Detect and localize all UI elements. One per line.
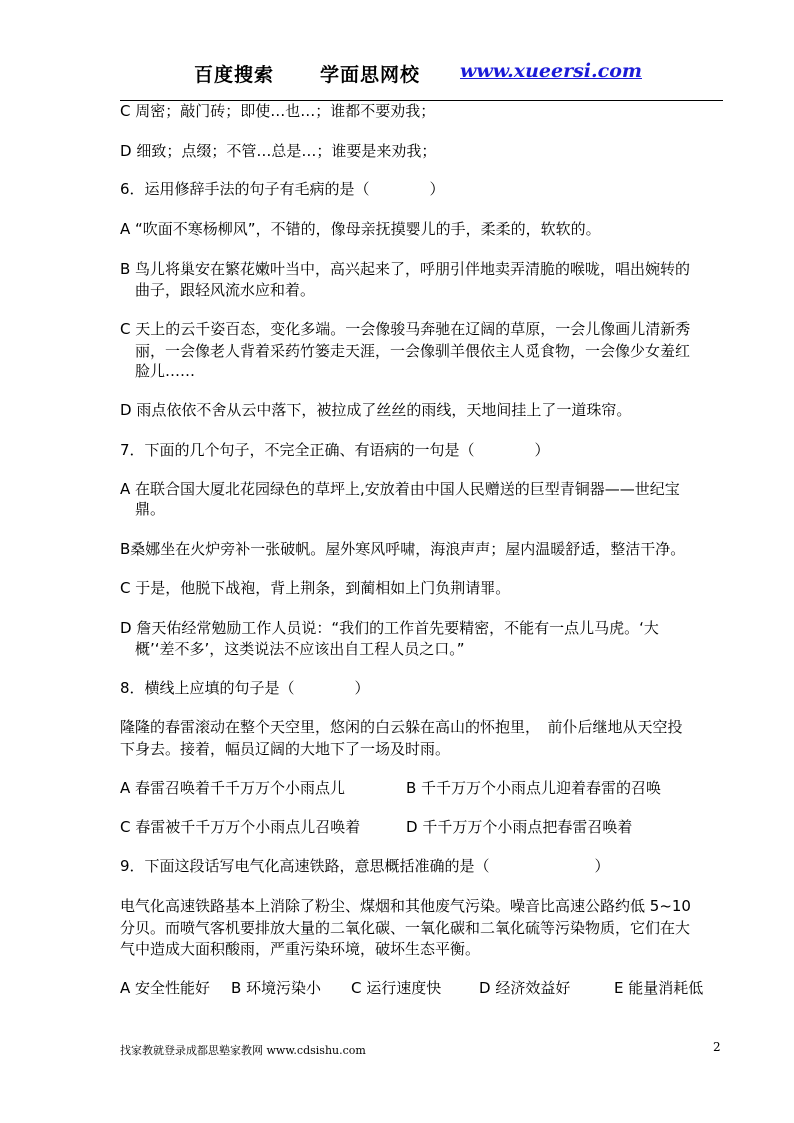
q6-option-b-line2: 曲子，跟轻风流水应和着。 <box>135 281 316 299</box>
q9-passage-line3: 气中造成大面积酸雨，严重污染环境，破坏生态平衡。 <box>120 940 481 958</box>
q7-option-a-line2: 鼎。 <box>135 500 166 518</box>
header-baidu-search: 百度搜索 <box>194 64 275 86</box>
q9-option-d: D 经济效益好 <box>479 979 571 997</box>
q8-stem: 8．横线上应填的句子是（ ） <box>120 679 370 697</box>
q9-option-e: E 能量消耗低 <box>614 979 704 997</box>
q7-option-b: B桑娜坐在火炉旁补一张破帆。屋外寒风呼啸，海浪声声；屋内温暖舒适，整洁干净。 <box>120 540 686 558</box>
q7-option-c: C 于是，他脱下战袍，背上荆条，到蔺相如上门负荆请罪。 <box>120 579 511 597</box>
q6-option-c-line1: C 天上的云千姿百态，变化多端。一会像骏马奔驰在辽阔的草原，一会儿像画儿清新秀 <box>120 320 691 338</box>
q6-option-c-line2: 丽，一会像老人背着采药竹篓走天涯，一会像驯羊偎依主人觅食物，一会像少女羞红 <box>135 342 691 360</box>
q6-option-c-line3: 脸儿…… <box>135 362 196 380</box>
q9-passage-line2: 分贝。而喷气客机要排放大量的二氧化碳、一氧化碳和二氧化硫等污染物质，它们在大 <box>120 919 691 937</box>
q7-option-d-line1: D 詹天佑经常勉励工作人员说：“我们的工作首先要精密，不能有一点儿马虎。‘大 <box>120 619 659 637</box>
q9-option-a: A 安全性能好 <box>120 979 211 997</box>
q6-option-d: D 雨点依依不舍从云中落下，被拉成了丝丝的雨线，天地间挂上了一道珠帘。 <box>120 401 632 419</box>
q7-stem: 7．下面的几个句子，不完全正确、有语病的一句是（ ） <box>120 441 550 459</box>
q5-option-d: D 细致；点缀；不管…总是…；谁要是来劝我； <box>120 142 437 160</box>
q8-option-c: C 春雷被千千万万个小雨点儿召唤着 <box>120 818 361 836</box>
q6-option-b-line1: B 鸟儿将巢安在繁花嫩叶当中，高兴起来了，呼朋引伴地卖弄清脆的喉咙，唱出婉转的 <box>120 260 691 278</box>
header-school-name: 学面思网校 <box>320 64 421 86</box>
q7-option-d-line2: 概’‘差不多’，这类说法不应该出自工程人员之口。” <box>135 640 465 658</box>
page-footer: 找家教就登录成都思塾家教网 www.cdsishu.com <box>120 1044 366 1057</box>
q8-option-b: B 千千万万个小雨点儿迎着春雷的召唤 <box>406 779 662 797</box>
page-number: 2 <box>713 1040 721 1054</box>
q6-option-a: A “吹面不寒杨柳风”，不错的，像母亲抚摸婴儿的手，柔柔的，软软的。 <box>120 220 601 238</box>
q8-option-d: D 千千万万个小雨点把春雷召唤着 <box>406 818 633 836</box>
q7-option-a-line1: A 在联合国大厦北花园绿色的草坪上,安放着由中国人民赠送的巨型青铜器——世纪宝 <box>120 480 680 498</box>
q5-option-c: C 周密；敲门砖；即使…也…；谁都不要劝我； <box>120 102 436 120</box>
q8-option-a: A 春雷召唤着千千万万个小雨点儿 <box>120 779 346 797</box>
page-header <box>120 58 723 101</box>
q9-passage-line1: 电气化高速铁路基本上消除了粉尘、煤烟和其他废气污染。噪音比高速公路约低 5~10 <box>120 897 691 915</box>
q9-option-c: C 运行速度快 <box>351 979 442 997</box>
q6-stem: 6．运用修辞手法的句子有毛病的是（ ） <box>120 180 445 198</box>
q8-passage-line2: 下身去。接着，幅员辽阔的大地下了一场及时雨。 <box>120 740 451 758</box>
q9-option-b: B 环境污染小 <box>231 979 322 997</box>
header-website-link[interactable]: www.xueersi.com <box>460 60 642 82</box>
q8-passage-line1: 隆隆的春雷滚动在整个天空里，悠闲的白云躲在高山的怀抱里， 前仆后继地从天空投 <box>120 718 683 736</box>
q9-stem: 9．下面这段话写电气化高速铁路，意思概括准确的是（ ） <box>120 857 610 875</box>
